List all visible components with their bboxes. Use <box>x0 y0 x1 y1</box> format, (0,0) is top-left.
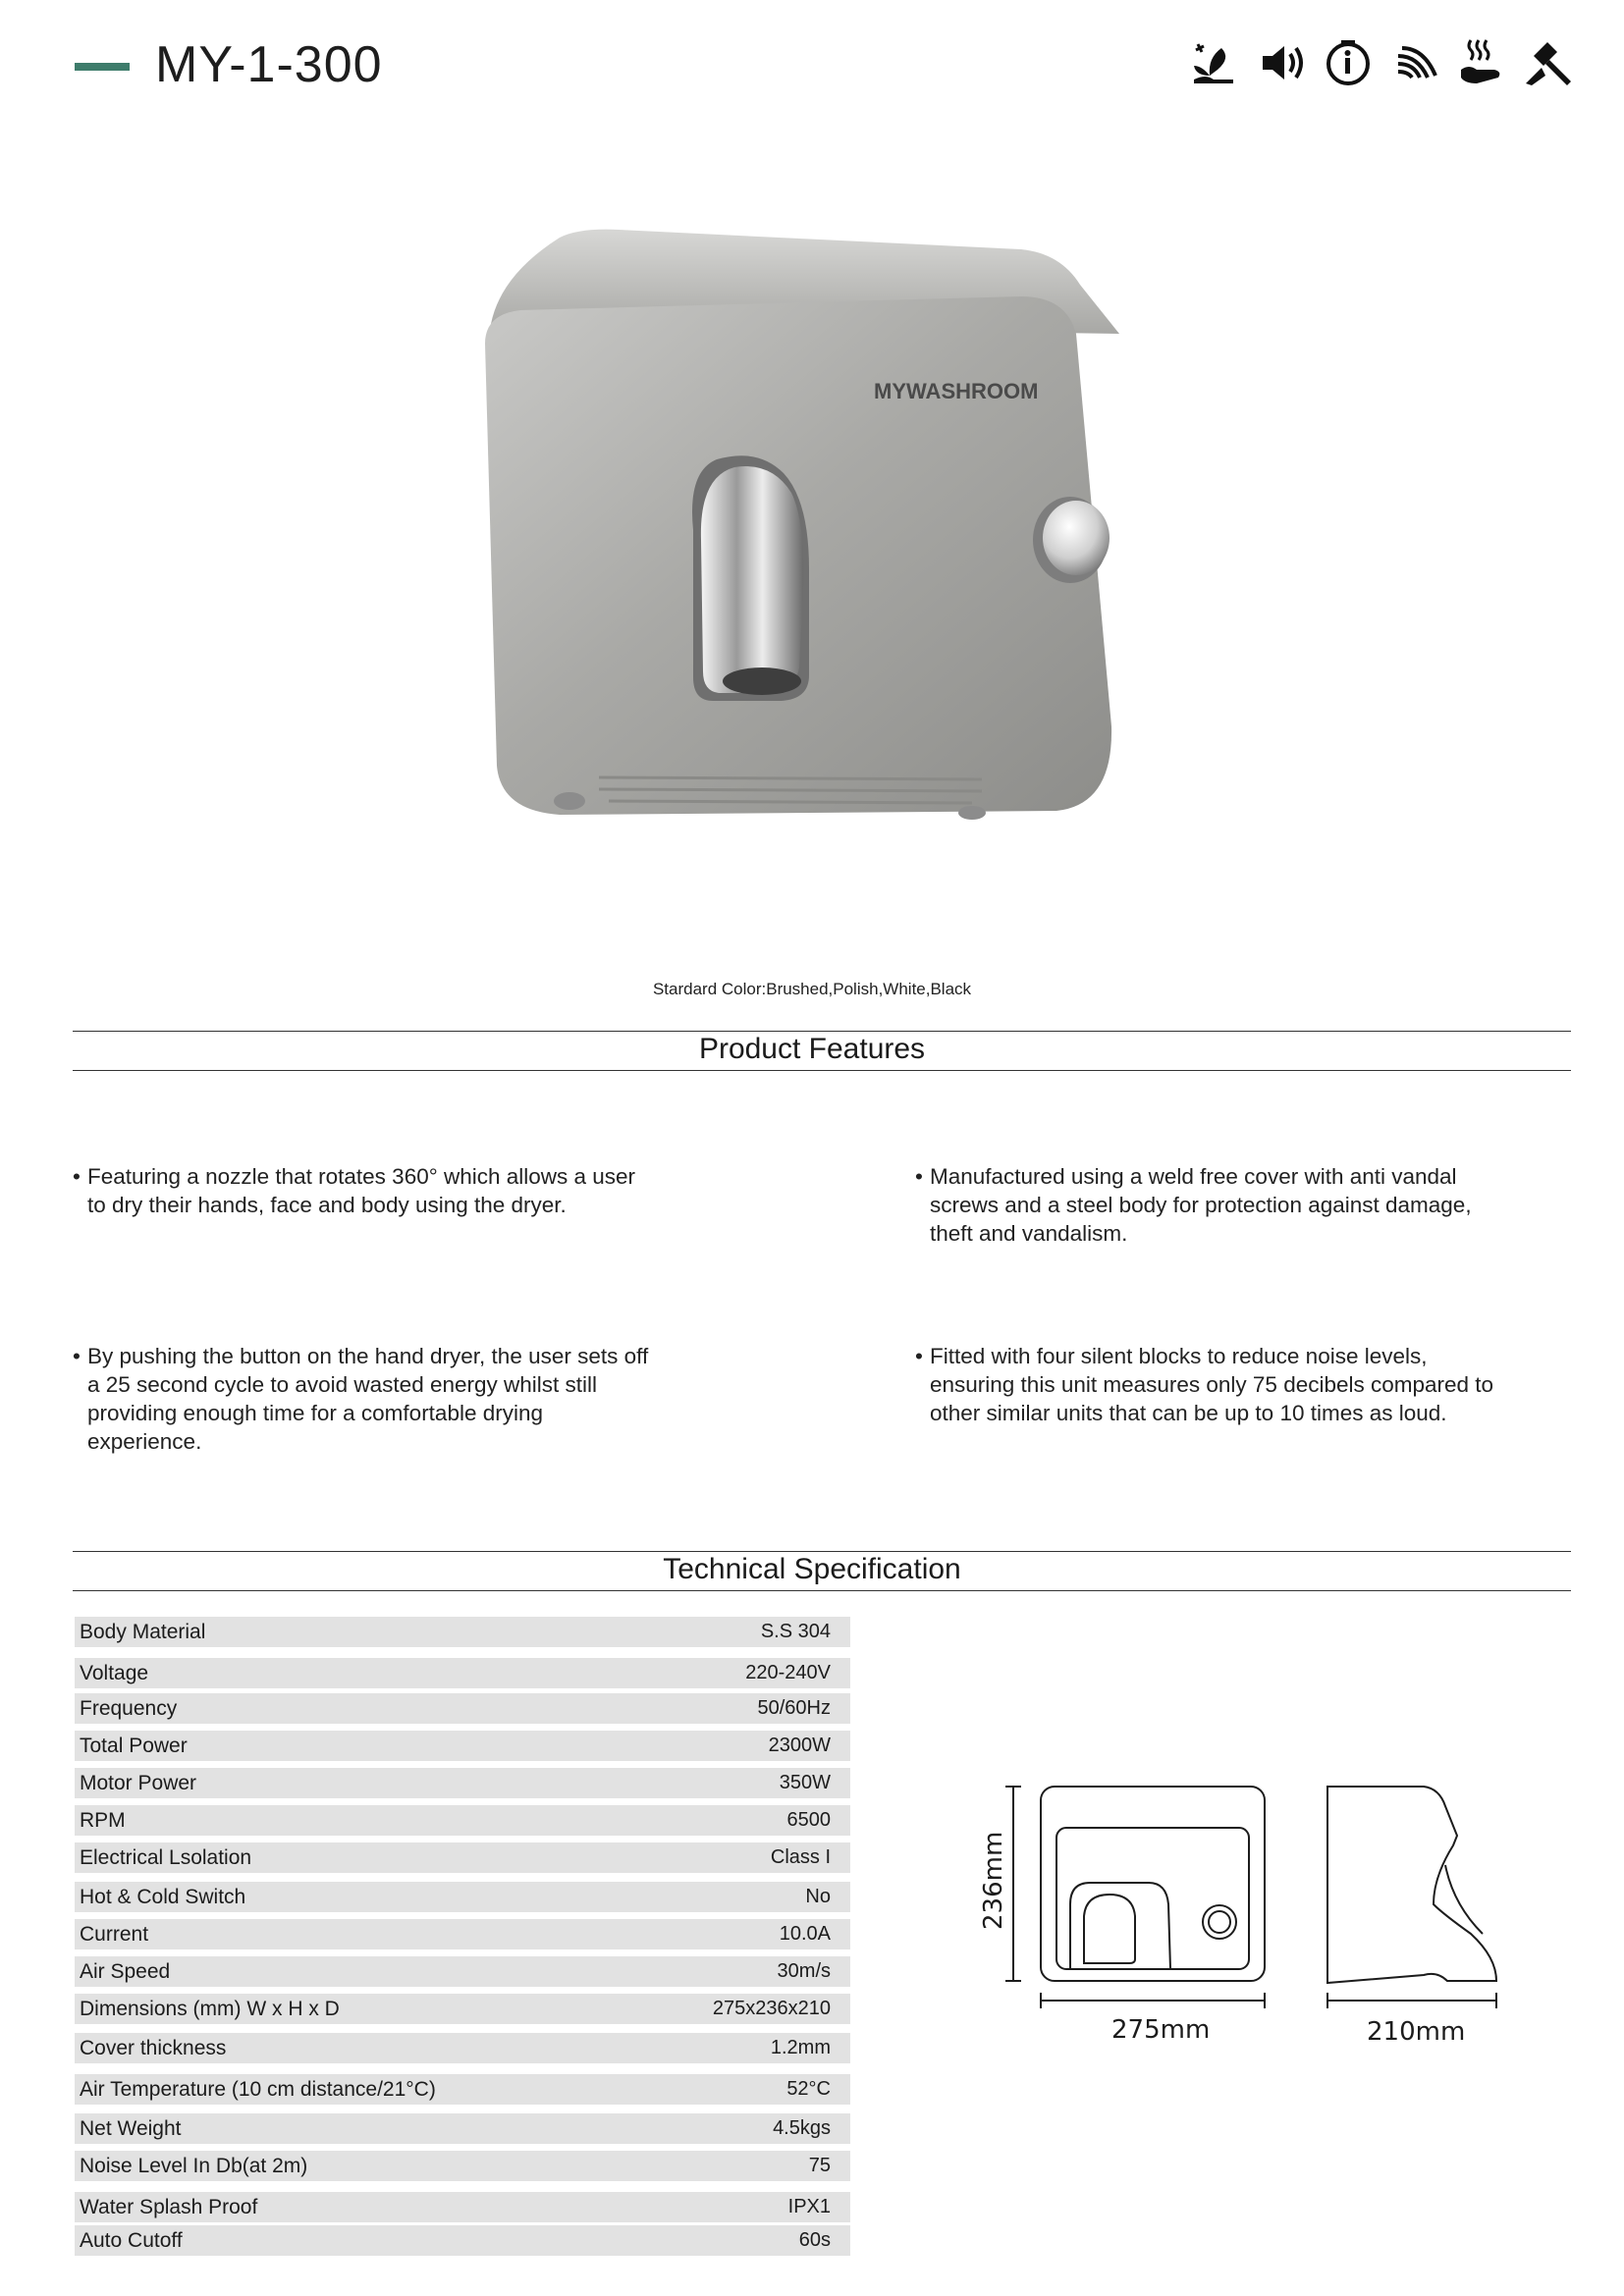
spec-row: Air Speed 30m/s <box>75 1956 850 1987</box>
timer-icon <box>1322 36 1375 89</box>
spec-row: Frequency 50/60Hz <box>75 1693 850 1724</box>
spec-row: Air Temperature (10 cm distance/21°C) 52°C <box>75 2074 850 2105</box>
feature-item: • Featuring a nozzle that rotates 360° which allows a user to dry their hands, face and body using the dryer. <box>73 1164 636 1217</box>
spec-row: Auto Cutoff 60s <box>75 2225 850 2256</box>
header-accent-bar <box>75 63 130 71</box>
depth-dimension-label: 210mm <box>1367 2017 1466 2047</box>
width-dimension-label: 275mm <box>1111 2015 1211 2045</box>
spec-section-title: Technical Specification <box>663 1553 961 1585</box>
anti-vandal-hammer-icon <box>1522 36 1575 89</box>
spec-row: Total Power 2300W <box>75 1731 850 1761</box>
feature-item: • Fitted with four silent blocks to reduce noise levels, ensuring this unit measures only 75 decibels compared to other similar units that can be up to 10 times as loud. <box>915 1344 1494 1425</box>
spec-row: Net Weight 4.5kgs <box>75 2113 850 2144</box>
speaker-icon <box>1255 36 1308 89</box>
dimension-drawing <box>972 1767 1522 2061</box>
eco-leaf-icon <box>1188 36 1241 89</box>
feature-item: • By pushing the button on the hand dryer, the user sets off a 25 second cycle to avoid wasted energy whilst still providing enough time for a comfortable drying experience. <box>73 1344 649 1454</box>
feature-icon-strip <box>1188 33 1571 92</box>
height-dimension-label: 236mm <box>979 1831 1008 1930</box>
features-section-title: Product Features <box>698 1033 926 1065</box>
spec-row: Current 10.0A <box>75 1919 850 1949</box>
spec-row: Electrical Lsolation Class I <box>75 1842 850 1873</box>
spec-row: Body Material S.S 304 <box>75 1617 850 1647</box>
spec-row: Dimensions (mm) W x H x D 275x236x210 <box>75 1994 850 2024</box>
air-flow-icon <box>1388 36 1441 89</box>
spec-row: Voltage 220-240V <box>75 1658 850 1688</box>
standard-color-note: Stardard Color:Brushed,Polish,White,Black <box>652 980 972 998</box>
spec-row: Water Splash Proof IPX1 <box>75 2192 850 2222</box>
feature-item: • Manufactured using a weld free cover with anti vandal screws and a steel body for protection against damage, theft and vandalism. <box>915 1164 1472 1246</box>
spec-row: Cover thickness 1.2mm <box>75 2033 850 2063</box>
spec-row: Motor Power 350W <box>75 1768 850 1798</box>
hand-dryer-icon <box>1455 36 1508 89</box>
features-bottom-rule <box>73 1070 1571 1071</box>
spec-row: Hot & Cold Switch No <box>75 1882 850 1912</box>
hand-dryer-product-image <box>471 216 1159 844</box>
spec-row: RPM 6500 <box>75 1805 850 1836</box>
spec-bottom-rule <box>73 1590 1571 1591</box>
spec-top-rule <box>73 1551 1571 1552</box>
model-title: MY-1-300 <box>155 36 383 93</box>
features-top-rule <box>73 1031 1571 1032</box>
brand-mark: MYWASHROOM <box>874 379 1039 403</box>
spec-row: Noise Level In Db(at 2m) 75 <box>75 2151 850 2181</box>
